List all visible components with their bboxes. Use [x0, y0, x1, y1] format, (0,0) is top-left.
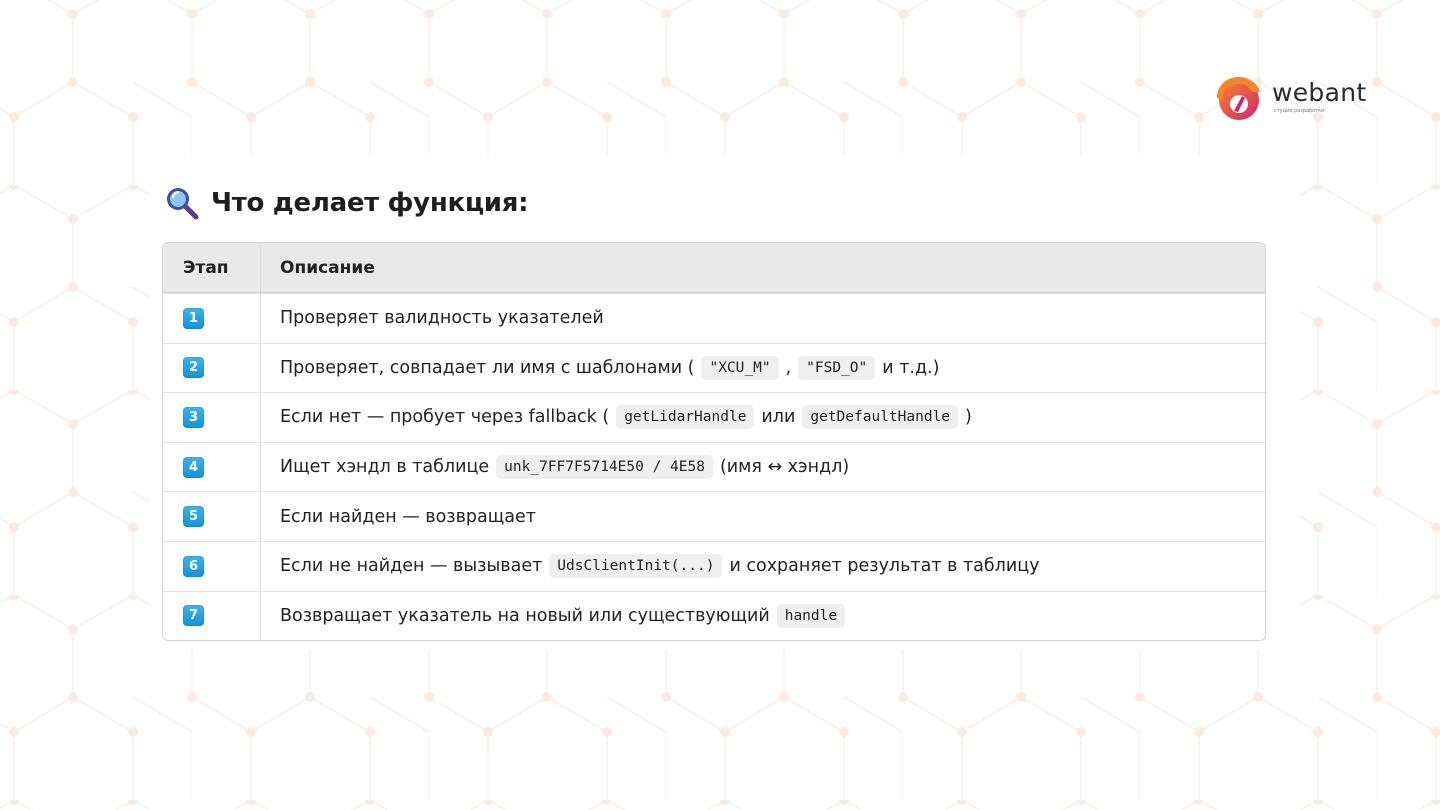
description-text: Проверяет, совпадает ли имя с шаблонами ( [280, 357, 695, 378]
inline-code: unk_7FF7F5714E50 / 4E58 [496, 455, 713, 479]
step-number-badge: 7 [183, 605, 204, 626]
logo-tagline: студия разработки [1274, 108, 1325, 114]
step-number-badge: 6 [183, 556, 204, 577]
step-number-badge: 4 [183, 457, 204, 478]
magnifying-glass-icon [165, 186, 199, 220]
step-cell [163, 393, 261, 442]
description-cell [261, 492, 1265, 541]
description-text: Возвращает указатель на новый или существующий [280, 605, 770, 626]
table-header [163, 243, 1265, 293]
step-number-badge: 1 [183, 308, 204, 329]
description-text: , [785, 357, 792, 378]
description-cell [261, 393, 1265, 442]
description-text: и сохраняет результат в таблицу [729, 556, 1040, 577]
step-number-badge: 2 [183, 357, 204, 378]
description-cell [261, 294, 1265, 343]
table-row [163, 442, 1265, 492]
description-cell [261, 344, 1265, 393]
description-text: Если не найден — вызывает [280, 556, 543, 577]
inline-code: getDefaultHandle [802, 405, 958, 429]
inline-code: "FSD_O" [798, 356, 875, 380]
table-row [163, 541, 1265, 591]
section-heading [165, 183, 528, 223]
inline-code: "XCU_M" [701, 356, 778, 380]
description-text: Если нет — пробует через fallback ( [280, 407, 610, 428]
table-row [163, 491, 1265, 541]
table-row [163, 293, 1265, 343]
step-cell [163, 443, 261, 492]
description-text: Проверяет валидность указателей [280, 308, 604, 329]
step-cell [163, 542, 261, 591]
logo-wordmark: webant [1272, 78, 1367, 107]
inline-code: getLidarHandle [616, 405, 754, 429]
webant-logo-icon [1214, 74, 1262, 124]
table-row [163, 392, 1265, 442]
column-header-step: Этап [163, 243, 261, 292]
inline-code: handle [777, 604, 845, 628]
step-number-badge: 3 [183, 407, 204, 428]
table-row [163, 591, 1265, 641]
description-text: Если найден — возвращает [280, 506, 536, 527]
step-cell [163, 592, 261, 641]
inline-code: UdsClientInit(...) [549, 554, 722, 578]
description-cell [261, 542, 1265, 591]
table-row [163, 343, 1265, 393]
description-cell [261, 592, 1265, 641]
description-text: Ищет хэндл в таблице [280, 457, 490, 478]
step-cell [163, 492, 261, 541]
steps-table [162, 242, 1266, 641]
step-cell [163, 294, 261, 343]
description-text: (имя ↔ хэндл) [719, 457, 850, 478]
table-body [163, 293, 1265, 640]
column-header-description: Описание [280, 257, 375, 278]
description-text: или [761, 407, 796, 428]
description-text: ) [965, 407, 972, 428]
page-title: Что делает функция: [211, 188, 529, 218]
step-number-badge: 5 [183, 506, 204, 527]
description-cell [261, 443, 1265, 492]
description-text: и т.д.) [882, 357, 940, 378]
step-cell [163, 344, 261, 393]
